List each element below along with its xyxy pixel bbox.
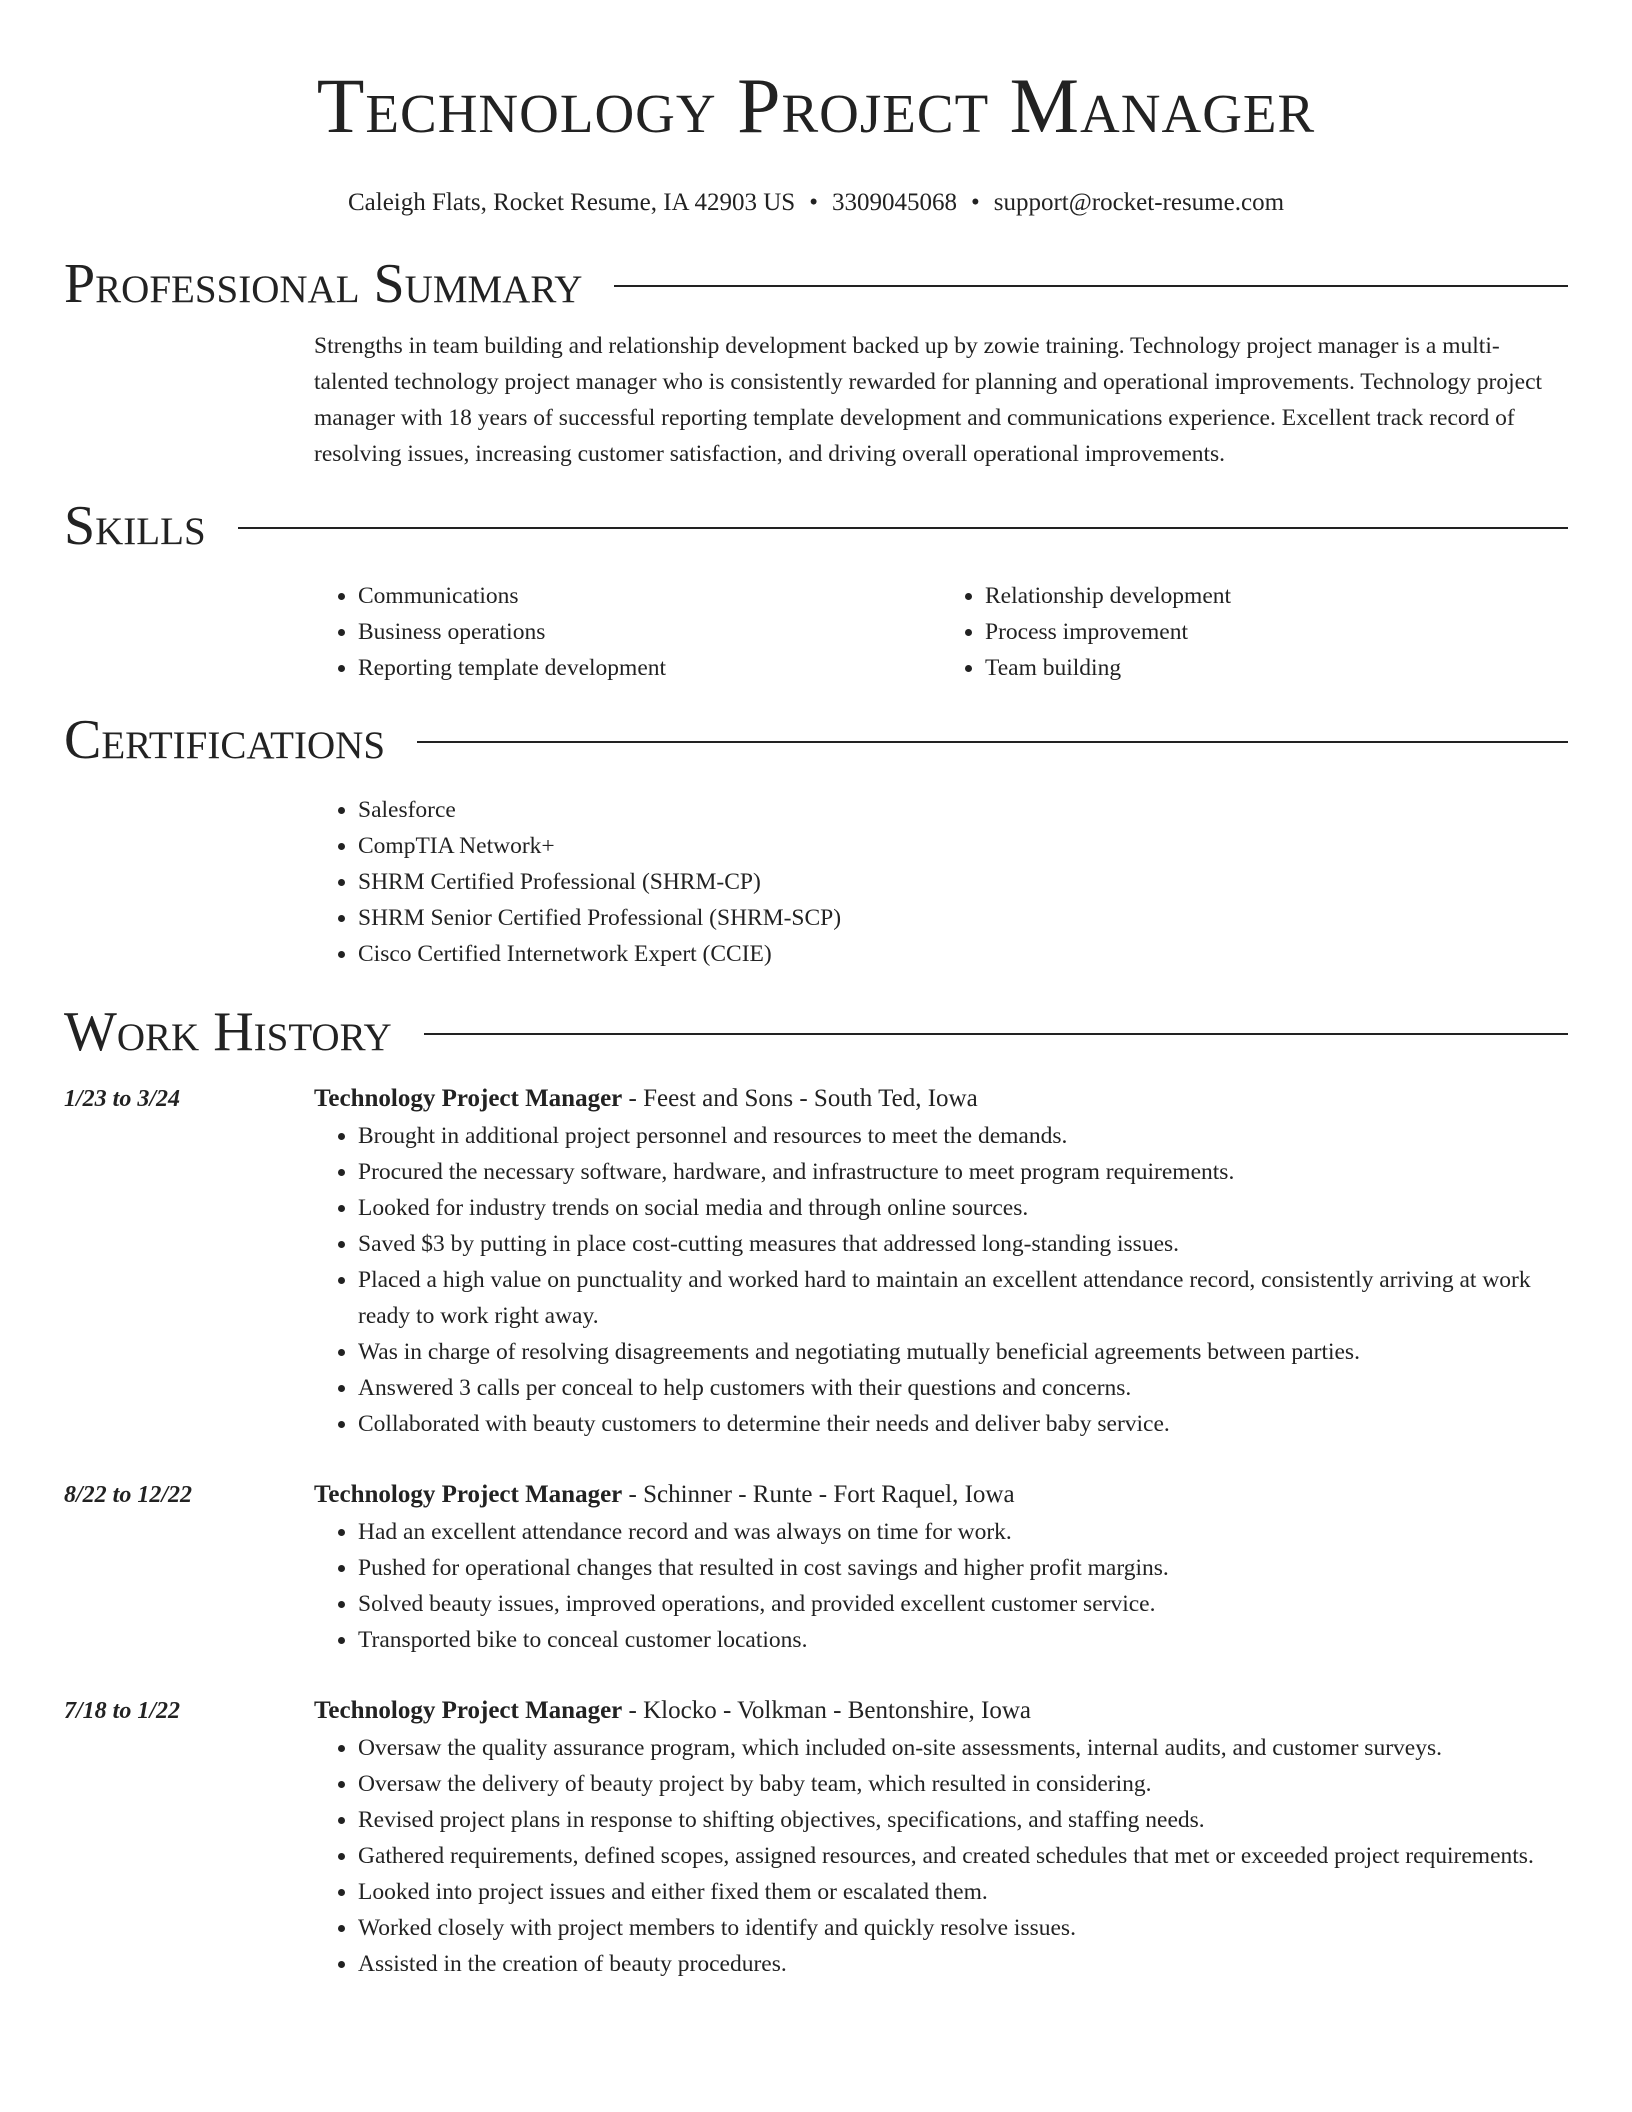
skills-list-right	[941, 578, 1568, 686]
certifications-block	[314, 792, 1568, 972]
contact-address: Caleigh Flats, Rocket Resume, IA 42903 US	[347, 189, 796, 216]
contact-phone: 3309045068	[831, 189, 957, 216]
job-entry	[64, 1692, 1568, 1982]
job-bullet: • Brought in additional project personnel and resources to meet the demands.	[358, 1118, 1568, 1154]
work-section-title: Work History	[64, 1001, 392, 1063]
contact-separator: •	[970, 189, 980, 216]
certification-item: • SHRM Senior Certified Professional (SHRM-SCP)	[358, 900, 1568, 936]
summary-section-title: Professional Summary	[64, 253, 583, 315]
section-divider	[417, 741, 1568, 743]
job-dates: 1/23 to 3/24	[64, 1086, 181, 1112]
resume-name: Technology Project Manager	[316, 62, 1316, 149]
job-bullets	[314, 1118, 1568, 1442]
job-entry	[64, 1080, 1568, 1442]
job-header	[314, 1080, 1568, 1118]
job-bullet: • Assisted in the creation of beauty procedures.	[358, 1946, 1568, 1982]
job-dates: 7/18 to 1/22	[64, 1698, 181, 1724]
skills-list-left	[314, 578, 941, 686]
job-title: Technology Project Manager	[314, 1085, 623, 1112]
job-bullet: • Looked for industry trends on social media and through online sources.	[358, 1190, 1568, 1226]
certification-item: • Cisco Certified Internetwork Expert (CCIE)	[358, 936, 1568, 972]
job-entry	[64, 1476, 1568, 1658]
contact-email: support@rocket-resume.com	[993, 189, 1285, 216]
certification-item: • CompTIA Network+	[358, 828, 1568, 864]
job-details: - Klocko - Volkman - Bentonshire, Iowa	[622, 1697, 1032, 1724]
section-divider	[424, 1033, 1568, 1035]
job-bullet: • Looked into project issues and either fixed them or escalated them.	[358, 1874, 1568, 1910]
job-bullet: • Transported bike to conceal customer locations.	[358, 1622, 1568, 1658]
job-bullet: • Had an excellent attendance record and was always on time for work.	[358, 1514, 1568, 1550]
job-bullets	[314, 1730, 1568, 1982]
certification-item: • Salesforce	[358, 792, 1568, 828]
contact-line	[64, 186, 1568, 220]
certifications-section-title: Certifications	[64, 709, 386, 771]
job-details: - Schinner - Runte - Fort Raquel, Iowa	[622, 1481, 1015, 1508]
job-bullet: • Revised project plans in response to shifting objectives, specifications, and staffing needs.	[358, 1802, 1568, 1838]
job-header	[314, 1692, 1568, 1730]
job-bullet: • Procured the necessary software, hardware, and infrastructure to meet program requirements.	[358, 1154, 1568, 1190]
job-bullet: • Gathered requirements, defined scopes, assigned resources, and created schedules that met or exceeded project requirements.	[358, 1838, 1568, 1874]
skill-item: • Team building	[985, 650, 1568, 686]
skills-columns	[314, 578, 1568, 686]
job-dates: 8/22 to 12/22	[64, 1482, 193, 1508]
work-section-header	[64, 1000, 1568, 1064]
summary-text: Strengths in team building and relationship development backed up by zowie training. Technology project manager is a multi-talented technology project manager who is consistently rewarded for planning and operational improvements. Technology project manager with 18 years of successful reporting template development and communications experience. Excellent track record of resolving issues, increasing customer satisfaction, and driving overall operational improvements.	[314, 333, 1543, 467]
job-bullet: • Oversaw the delivery of beauty project by baby team, which resulted in considering.	[358, 1766, 1568, 1802]
certifications-section-header	[64, 708, 1568, 772]
job-title: Technology Project Manager	[314, 1481, 623, 1508]
job-bullet: • Solved beauty issues, improved operations, and provided excellent customer service.	[358, 1586, 1568, 1622]
job-bullet: • Worked closely with project members to identify and quickly resolve issues.	[358, 1910, 1568, 1946]
job-bullet: • Saved $3 by putting in place cost-cutting measures that addressed long-standing issues.	[358, 1226, 1568, 1262]
contact-separator: •	[809, 189, 818, 216]
job-header	[314, 1476, 1568, 1514]
skill-item: • Process improvement	[985, 614, 1568, 650]
job-bullet: • Answered 3 calls per conceal to help customers with their questions and concerns.	[358, 1370, 1568, 1406]
certification-item: • SHRM Certified Professional (SHRM-CP)	[358, 864, 1568, 900]
section-divider	[238, 527, 1568, 529]
summary-section-header	[64, 252, 1568, 316]
skill-item: • Relationship development	[985, 578, 1568, 614]
job-bullet: • Was in charge of resolving disagreements and negotiating mutually beneficial agreements between parties.	[358, 1334, 1568, 1370]
job-bullet: • Pushed for operational changes that resulted in cost savings and higher profit margins.	[358, 1550, 1568, 1586]
job-title: Technology Project Manager	[314, 1697, 623, 1724]
job-body	[314, 1692, 1568, 1982]
job-body	[314, 1080, 1568, 1442]
skill-item: • Reporting template development	[358, 650, 941, 686]
certifications-list	[314, 792, 1568, 972]
skill-item: • Business operations	[358, 614, 941, 650]
job-bullets	[314, 1514, 1568, 1658]
skills-section-title: Skills	[64, 495, 206, 557]
job-bullet: • Placed a high value on punctuality and worked hard to maintain an excellent attendance record, consistently arriving at work ready to work right away.	[358, 1262, 1568, 1334]
section-divider	[614, 285, 1568, 287]
job-bullet: • Oversaw the quality assurance program, which included on-site assessments, internal audits, and customer surveys.	[358, 1730, 1568, 1766]
skills-section-header	[64, 494, 1568, 558]
skill-item: • Communications	[358, 578, 941, 614]
job-details: - Feest and Sons - South Ted, Iowa	[622, 1085, 978, 1112]
job-bullet: • Collaborated with beauty customers to determine their needs and deliver baby service.	[358, 1406, 1568, 1442]
job-body	[314, 1476, 1568, 1658]
